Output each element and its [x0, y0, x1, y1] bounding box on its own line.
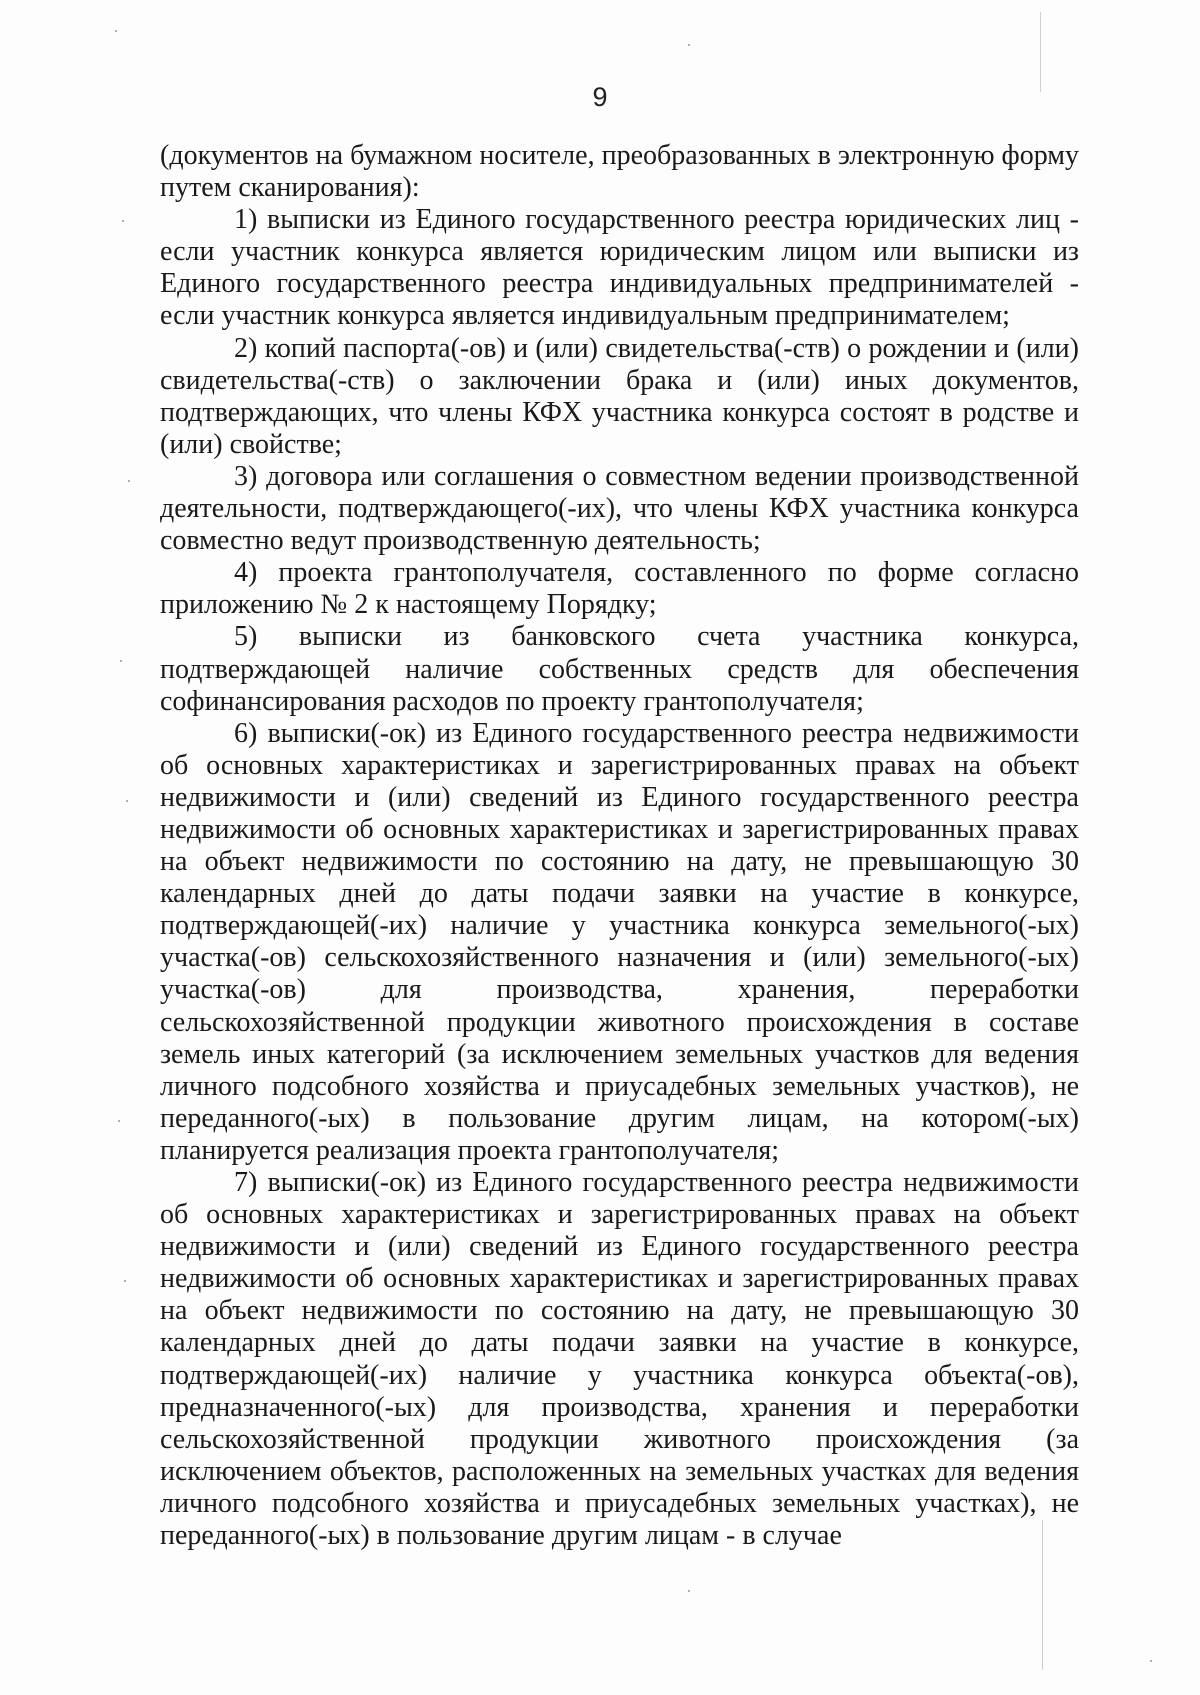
list-item-4: 4) проекта грантополучателя, составленного по форме согласно приложению № 2 к настоящему Порядку; — [160, 557, 1079, 621]
scan-speck — [1150, 1660, 1152, 1662]
scan-speck — [124, 1280, 126, 1282]
scan-speck — [688, 44, 690, 46]
scan-speck — [115, 30, 117, 32]
scan-edge-line — [1042, 1520, 1043, 1670]
document-body — [160, 140, 1079, 1552]
scan-speck — [122, 220, 124, 222]
list-item-5: 5) выписки из банковского счета участника конкурса, подтверждающей наличие собственных средств для обеспечения софинансирования расходов по проекту грантополучателя; — [160, 621, 1079, 717]
list-item-7: 7) выписки(-ок) из Единого государственного реестра недвижимости об основных характеристиках и зарегистрированных правах на объект недвижимости и (или) сведений из Единого государственного реестра недвижимости об основных характеристиках и зарегистрированных правах на объект недвижимости по состоянию на дату, не превышающую 30 календарных дней до даты подачи заявки на участие в конкурсе, подтверждающей(-их) наличие у участника конкурса объекта(-ов), предназначенного(-ых) для производства, хранения и переработки сельскохозяйственной продукции животного происхождения (за исключением объектов, расположенных на земельных участках для ведения личного подсобного хозяйства и приусадебных земельных участках), не переданного(-ых) в пользование другим лицам - в случае — [160, 1167, 1079, 1552]
scan-speck — [128, 480, 130, 482]
scan-speck — [118, 1120, 120, 1122]
list-item-3: 3) договора или соглашения о совместном ведении производственной деятельности, подтверждающего(-их), что члены КФХ участника конкурса совместно ведут производственную деятельность; — [160, 460, 1079, 557]
scan-speck — [120, 660, 122, 662]
page-number: 9 — [592, 82, 608, 112]
list-item-1: 1) выписки из Единого государственного реестра юридических лиц - если участник конкурса является юридическим лицом или выписки из Единого государственного реестра индивидуальных предпринимателей - если участник конкурса является индивидуальным предпринимателем; — [160, 204, 1079, 332]
scan-speck — [688, 1590, 690, 1592]
list-item-6: 6) выписки(-ок) из Единого государственного реестра недвижимости об основных характеристиках и зарегистрированных правах на объект недвижимости и (или) сведений из Единого государственного реестра недвижимости об основных характеристиках и зарегистрированных правах на объект недвижимости по состоянию на дату, не превышающую 30 календарных дней до даты подачи заявки на участие в конкурсе, подтверждающей(-их) наличие у участника конкурса земельного(-ых) участка(-ов) сельскохозяйственного назначения и (или) земельного(-ых) участка(-ов) для производства, хранения, переработки сельскохозяйственной продукции животного происхождения в составе земель иных категорий (за исключением земельных участков для ведения личного подсобного хозяйства и приусадебных земельных участков), не переданного(-ых) в пользование другим лицам, на котором(-ых) планируется реализация проекта грантополучателя; — [160, 717, 1079, 1166]
paragraph-continuation: (документов на бумажном носителе, преобразованных в электронную форму путем сканирования): — [160, 140, 1079, 204]
list-item-2: 2) копий паспорта(-ов) и (или) свидетельства(-ств) о рождении и (или) свидетельства(-ств) о заключении брака и (или) иных документов, подтверждающих, что члены КФХ участника конкурса состоят в родстве и (или) свойстве; — [160, 332, 1079, 460]
scan-edge-line — [1040, 12, 1041, 92]
scan-speck — [126, 800, 128, 802]
